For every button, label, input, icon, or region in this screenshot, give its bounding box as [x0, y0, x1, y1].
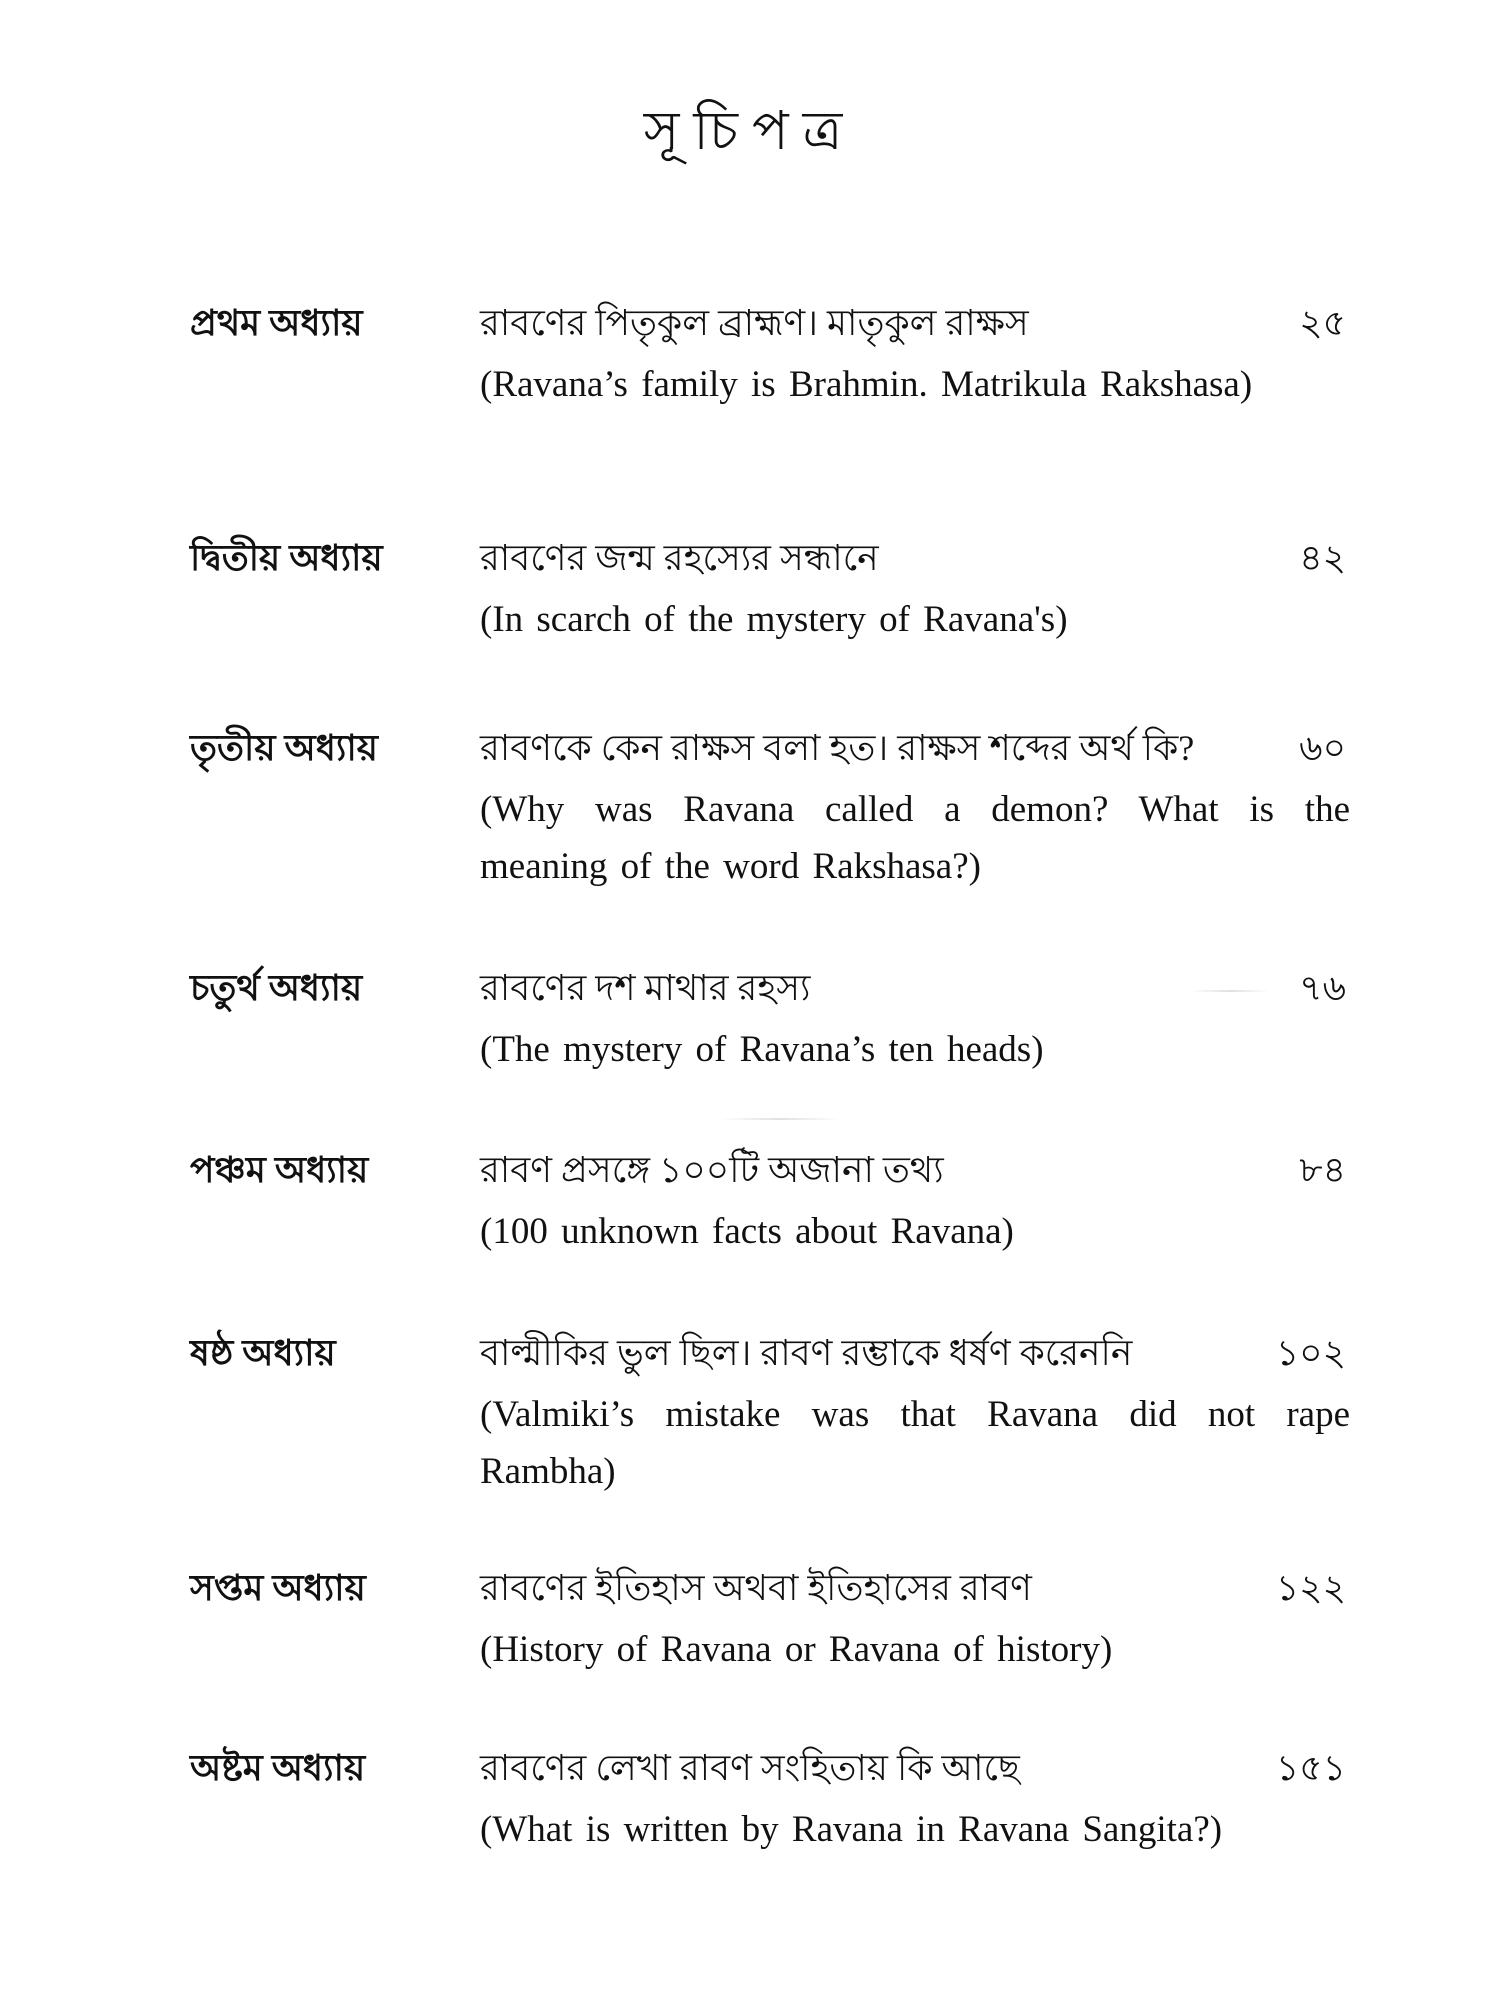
scan-smudge — [720, 1118, 840, 1120]
chapter-title-bengali: রাবণের ইতিহাস অথবা ইতিহাসের রাবণ — [480, 1568, 1032, 1608]
chapter-title-english: (Valmiki’s mistake was that Ravana did not rape Rambha) — [480, 1394, 1350, 1492]
page-number: ১৫১ — [1275, 1748, 1346, 1788]
chapter-title-english: (Ravana’s family is Brahmin. Matrikula Rakshasa) — [480, 364, 1253, 405]
page-number: ৮৪ — [1299, 1150, 1346, 1190]
chapter-label: তৃতীয় অধ্যায় — [190, 728, 378, 768]
chapter-title-english: (100 unknown facts about Ravana) — [480, 1211, 1014, 1252]
page-number: ২৫ — [1299, 303, 1346, 343]
chapter-label: চতুর্থ অধ্যায় — [190, 968, 363, 1008]
chapter-title-bengali: রাবণের পিতৃকুল ব্রাহ্মণ। মাতৃকুল রাক্ষস — [480, 303, 1029, 343]
chapter-label: প্রথম অধ্যায় — [190, 303, 363, 343]
scan-smudge — [1190, 990, 1270, 992]
chapter-label: ষষ্ঠ অধ্যায় — [190, 1333, 336, 1373]
page-number: ১০২ — [1275, 1333, 1346, 1373]
chapter-title-english: (In scarch of the mystery of Ravana's) — [480, 599, 1068, 640]
chapter-title-bengali: রাবণের লেখা রাবণ সংহিতায় কি আছে — [480, 1748, 1020, 1788]
chapter-title-bengali: রাবণের জন্ম রহস্যের সন্ধানে — [480, 538, 879, 578]
chapter-title-english: (What is written by Ravana in Ravana Sangita?) — [480, 1809, 1223, 1850]
page-number: ৪২ — [1299, 538, 1346, 578]
page-number: ১২২ — [1275, 1568, 1346, 1608]
chapter-title-bengali: বাল্মীকির ভুল ছিল। রাবণ রম্ভাকে ধর্ষণ করেননি — [480, 1333, 1133, 1373]
chapter-title-bengali: রাবণকে কেন রাক্ষস বলা হত। রাক্ষস শব্দের অর্থ কি? — [480, 728, 1195, 768]
page-number: ৬০ — [1299, 728, 1346, 768]
chapter-label: সপ্তম অধ্যায় — [190, 1568, 366, 1608]
chapter-label: দ্বিতীয় অধ্যায় — [190, 538, 383, 578]
chapter-title-english: (The mystery of Ravana’s ten heads) — [480, 1029, 1044, 1070]
chapter-title-english: (History of Ravana or Ravana of history) — [480, 1629, 1113, 1670]
chapter-title-bengali: রাবণের দশ মাথার রহস্য — [480, 968, 811, 1008]
page-number: ৭৬ — [1299, 968, 1346, 1008]
chapter-label: পঞ্চম অধ্যায় — [190, 1150, 369, 1190]
page-title: সূচিপত্র — [643, 101, 857, 161]
chapter-label: অষ্টম অধ্যায় — [190, 1748, 366, 1788]
chapter-title-bengali: রাবণ প্রসঙ্গে ১০০টি অজানা তথ্য — [480, 1150, 944, 1190]
chapter-title-english: (Why was Ravana called a demon? What is the meaning of the word Rakshasa?) — [480, 789, 1350, 887]
